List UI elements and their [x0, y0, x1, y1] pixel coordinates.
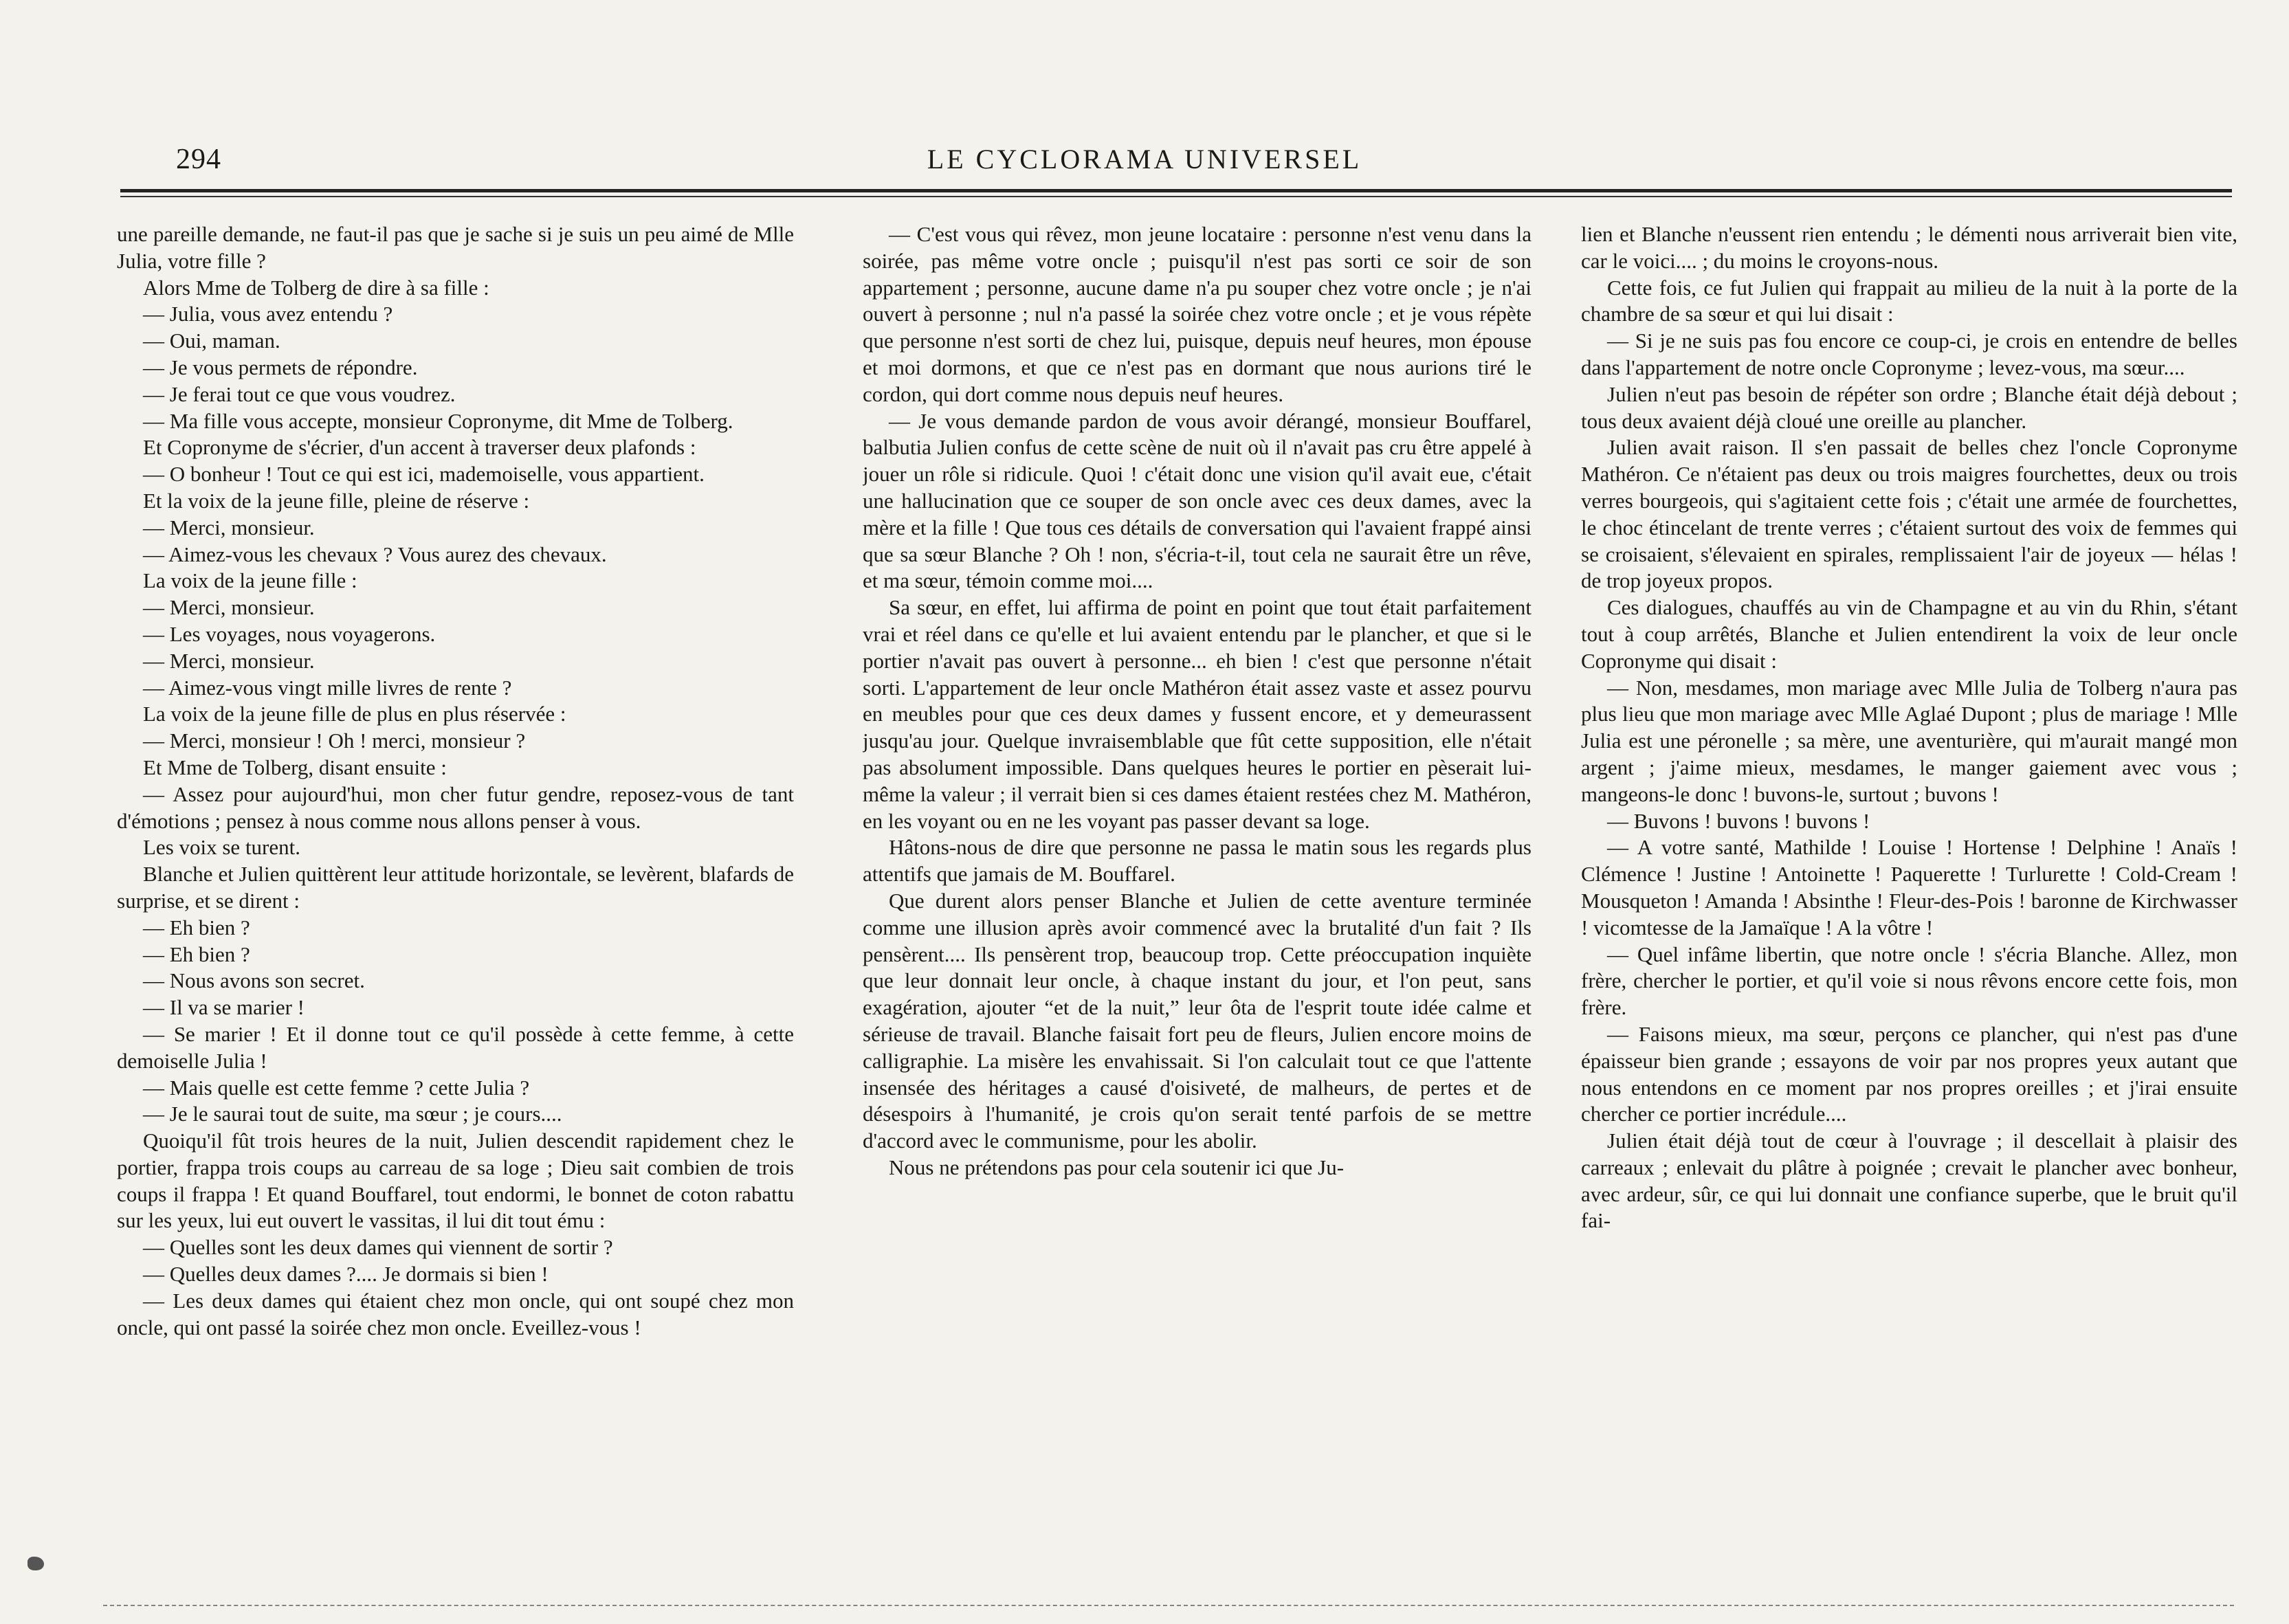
paragraph: La voix de la jeune fille : [143, 568, 357, 593]
paragraph: — Je ferai tout ce que vous voudrez. [143, 381, 456, 406]
text-column-1 [117, 221, 794, 1513]
paragraph: une pareille demande, ne faut-il pas que je sache si je suis un peu aimé de Mlle Julia, votre fille ? [117, 222, 794, 273]
paragraph: Hâtons-nous de dire que personne ne passa le matin sous les regards plus attentifs que jamais de M. Bouffarel. [863, 835, 1531, 887]
paragraph: Et la voix de la jeune fille, pleine de réserve : [143, 488, 530, 513]
paragraph: — Merci, monsieur. [143, 595, 315, 620]
ink-stain [27, 1557, 44, 1570]
paragraph: — Nous avons son secret. [143, 968, 365, 993]
paragraph: — Aimez-vous vingt mille livres de rente ? [143, 675, 512, 700]
paragraph: Julien n'eut pas besoin de répéter son ordre ; Blanche était déjà debout ; tous deux avaient déjà cloué une oreille au plancher. [1581, 381, 2237, 433]
paragraph: — Oui, maman. [143, 329, 280, 353]
paragraph: — Je le saurai tout de suite, ma sœur ; je cours.... [143, 1102, 562, 1126]
paragraph: lien et Blanche n'eussent rien entendu ; le démenti nous arriverait bien vite, car le voici.... ; du moins le croyons-nous. [1581, 222, 2237, 273]
paragraph: — Eh bien ? [143, 942, 250, 966]
paragraph: Sa sœur, en effet, lui affirma de point en point que tout était parfaitement vrai et réel dans ce qu'elle et lui avaient entendu par le plancher, et que si le portier n'avait pas ouvert à personne... eh bien ! c'est que personne n'était sorti. L'appartement de leur oncle Mathéron était assez vaste et assez pourvu en meubles pour que ces deux dames y fussent encore, et y demeurassent jusqu'au jour. Quelque invraisemblable que fût cette supposition, elle n'était pas absolument impossible. Dans quelques heures le portier en pèserait lui-même la valeur ; il verrait bien si ces dames étaient restées chez M. Mathéron, en les voyant ou en ne les voyant pas passer devant sa loge. [863, 595, 1531, 833]
paragraph: — Julia, vous avez entendu ? [143, 302, 393, 326]
paragraph: Ces dialogues, chauffés au vin de Champagne et au vin du Rhin, s'étant tout à coup arrêtés, Blanche et Julien entendirent la voix de leur oncle Copronyme qui disait : [1581, 595, 2237, 673]
paragraph: — Les voyages, nous voyagerons. [143, 621, 436, 646]
paragraph: Et Copronyme de s'écrier, d'un accent à traverser deux plafonds : [143, 435, 696, 460]
text-column-2 [863, 221, 1531, 1513]
paragraph: — Faisons mieux, ma sœur, perçons ce plancher, qui n'est pas d'une épaisseur bien grande ; essayons de voir par nos propres yeux autant que nous entendons en ce moment par nos propres oreilles ; et j'irai ensuite chercher ce portier incrédule.... [1581, 1021, 2237, 1126]
paragraph: Que durent alors penser Blanche et Julien de cette aventure terminée comme une illusion après avoir commencé avec la brutalité d'un fait ? Ils pensèrent.... Ils pensèrent trop, beaucoup trop. Cette préoccupation inquiète que leur donnait leur oncle, à chaque instant du jour, et l'on peut, sans exagération, ajouter “et de la nuit,” leur ôta de l'esprit toute idée calme et sérieuse de travail. Blanche faisait fort peu de fleurs, Julien encore moins de calligraphie. La misère les envahissait. Si l'on calculait tout ce que l'attente insensée des héritages a causé d'oisiveté, de malheurs, de pertes et de désespoirs à l'humanité, je crois qu'on serait tenté parfois de se mettre d'accord avec le communisme, pour les abolir. [863, 888, 1531, 1153]
paragraph: — Assez pour aujourd'hui, mon cher futur gendre, reposez-vous de tant d'émotions ; pensez à nous comme nous allons penser à vous. [117, 781, 794, 833]
footer-rule [103, 1605, 2234, 1606]
paragraph: — Je vous permets de répondre. [143, 355, 418, 379]
paragraph: Et Mme de Tolberg, disant ensuite : [143, 755, 447, 779]
paragraph: Blanche et Julien quittèrent leur attitude horizontale, se levèrent, blafards de surprise, et se dirent : [117, 862, 794, 913]
paragraph: — Eh bien ? [143, 915, 250, 939]
paragraph: Les voix se turent. [143, 835, 301, 860]
paragraph: Nous ne prétendons pas pour cela soutenir ici que Ju- [889, 1155, 1345, 1179]
paragraph: — C'est vous qui rêvez, mon jeune locataire : personne n'est venu dans la soirée, pas même votre oncle ; puisqu'il n'est pas sorti ce soir de son appartement ; personne, aucune dame n'a pu souper chez votre oncle ; je n'ai ouvert à personne ; nul n'a passé la soirée chez votre oncle ; et je vous répète que personne n'est sorti de chez lui, puisque, depuis neuf heures, mon épouse et moi dormons, et que ce n'est pas en dormant que nous aurions tiré le cordon, qui dort comme nous depuis neuf heures. [863, 222, 1531, 406]
paragraph: Alors Mme de Tolberg de dire à sa fille : [143, 275, 489, 300]
paragraph: — Non, mesdames, mon mariage avec Mlle Julia de Tolberg n'aura pas plus lieu que mon mariage avec Mlle Aglaé Dupont ; plus de mariage ! Mlle Julia est une péronelle ; sa mère, une aventurière, qui m'aurait mangé mon argent ; j'aime mieux, mesdames, le manger gaiement avec vous ; mangeons-le donc ! buvons-le, surtout ; buvons ! [1581, 675, 2237, 806]
paragraph: — Merci, monsieur. [143, 515, 315, 540]
paragraph: — Ma fille vous accepte, monsieur Copronyme, dit Mme de Tolberg. [143, 408, 733, 433]
paragraph: — Si je ne suis pas fou encore ce coup-ci, je crois en entendre de belles dans l'appartement de notre oncle Copronyme ; levez-vous, ma sœur.... [1581, 329, 2237, 379]
paragraph: Cette fois, ce fut Julien qui frappait au milieu de la nuit à la porte de la chambre de sa sœur et qui lui disait : [1581, 275, 2237, 326]
header-rule [120, 189, 2232, 192]
header-rule-thin [120, 196, 2232, 197]
paragraph: — Je vous demande pardon de vous avoir dérangé, monsieur Bouffarel, balbutia Julien confus de cette scène de nuit où il n'avait pas cru être appelé à jouer un rôle si ridicule. Quoi ! c'était donc une vision qu'il avait eue, c'était une hallucination que ce souper de son oncle avec ces deux dames, avec la mère et la fille ! Que tous ces détails de conversation qui l'avaient frappé ainsi que sa sœur Blanche ? Oh ! non, s'écria-t-il, tout cela ne saurait être un rêve, et ma sœur, témoin comme moi.... [863, 408, 1531, 593]
paragraph: — Merci, monsieur. [143, 648, 315, 673]
paragraph: — Mais quelle est cette femme ? cette Julia ? [143, 1075, 530, 1100]
paragraph: — Quel infâme libertin, que notre oncle ! s'écria Blanche. Allez, mon frère, chercher le portier, et qu'il voie si nous rêvons encore cette fois, mon frère. [1581, 942, 2237, 1020]
paragraph: — A votre santé, Mathilde ! Louise ! Hortense ! Delphine ! Anaïs ! Clémence ! Justine ! Antoinette ! Paquerette ! Turlurette ! Cold-Cream ! Mousqueton ! Amanda ! Absinthe ! Fleur-des-Pois ! baronne de Kirchwasser ! vicomtesse de la Jamaïque ! A la vôtre ! [1581, 835, 2237, 939]
running-title: LE CYCLORAMA UNIVERSEL [927, 144, 1362, 175]
paragraph: — Il va se marier ! [143, 995, 305, 1020]
paragraph: — Aimez-vous les chevaux ? Vous aurez des chevaux. [143, 542, 607, 566]
paragraph: — Quelles sont les deux dames qui viennent de sortir ? [143, 1235, 613, 1260]
paragraph: La voix de la jeune fille de plus en plus réservée : [143, 702, 566, 726]
paragraph: Julien était déjà tout de cœur à l'ouvrage ; il descellait à plaisir des carreaux ; enlevait du plâtre à poignée ; crevait le plancher avec bonheur, avec ardeur, sûr, ce qui lui donnait une confiance superbe, que le bruit qu'il fai- [1581, 1128, 2237, 1233]
paragraph: — Merci, monsieur ! Oh ! merci, monsieur ? [143, 728, 526, 753]
paragraph: — O bonheur ! Tout ce qui est ici, mademoiselle, vous appartient. [143, 462, 705, 487]
text-column-3 [1581, 221, 2237, 1513]
paragraph: — Quelles deux dames ?.... Je dormais si bien ! [143, 1262, 549, 1287]
paragraph: — Les deux dames qui étaient chez mon oncle, qui ont soupé chez mon oncle, qui ont passé la soirée chez mon oncle. Eveillez-vous ! [117, 1288, 794, 1339]
paragraph: Julien avait raison. Il s'en passait de belles chez l'oncle Copronyme Mathéron. Ce n'étaient pas deux ou trois maigres fourchettes, deux ou trois verres bourgeois, qui s'agitaient cette fois ; c'était une armée de fourchettes, le choc étincelant de trente verres ; c'étaient surtout des voix de femmes qui se croisaient, s'élevaient en spirales, remplissaient l'air de joyeux — hélas ! de trop joyeux propos. [1581, 435, 2237, 593]
page-number: 294 [176, 144, 221, 175]
paragraph: Quoiqu'il fût trois heures de la nuit, Julien descendit rapidement chez le portier, frappa trois coups au carreau de sa loge ; Dieu sait combien de trois coups il frappa ! Et quand Bouffarel, tout endormi, le bonnet de coton rabattu sur les yeux, lui eut ouvert le vassitas, il lui dit tout ému : [117, 1128, 794, 1233]
paragraph: — Buvons ! buvons ! buvons ! [1607, 808, 1870, 833]
paragraph: — Se marier ! Et il donne tout ce qu'il possède à cette femme, à cette demoiselle Julia ! [117, 1021, 794, 1073]
